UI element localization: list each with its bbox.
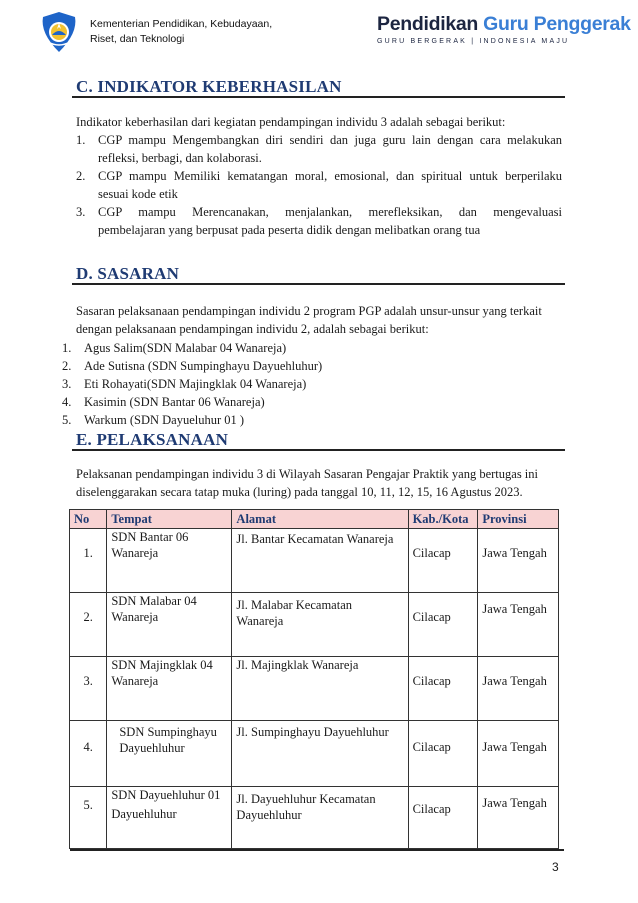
section-d-rule — [72, 283, 565, 285]
cell-kab: Cilacap — [408, 529, 478, 593]
list-number: 5. — [62, 413, 72, 427]
list-item — [76, 203, 562, 239]
tempat-line-2: Dayuehluhur — [111, 807, 177, 821]
brand-part-2: Guru Penggerak — [483, 13, 631, 35]
cell-tempat — [107, 721, 232, 787]
section-c-rule — [72, 96, 565, 98]
ministry-line-1: Kementerian Pendidikan, Kebudayaan, — [90, 18, 273, 30]
cell-tempat — [107, 657, 232, 721]
list-text: Eti Rohayati(SDN Majingklak 04 Wanareja) — [84, 377, 307, 391]
header-tempat: Tempat — [107, 510, 232, 529]
header-provinsi: Provinsi — [478, 510, 559, 529]
table-row — [70, 721, 559, 787]
tempat-line-1: SDN Bantar 06 — [111, 530, 189, 544]
cell-alamat — [232, 787, 408, 849]
program-brand — [377, 13, 631, 45]
list-number: 3. — [62, 377, 72, 391]
brand-part-1: Pendidikan — [377, 13, 484, 35]
alamat-line-1: Jl. Sumpinghayu Dayuehluhur — [236, 725, 389, 739]
list-item — [62, 357, 542, 375]
cell-prov: Jawa Tengah — [478, 529, 559, 593]
list-item — [62, 339, 542, 357]
cell-prov: Jawa Tengah — [478, 787, 559, 849]
list-text: CGP mampu Mengembangkan diri sendiri dan juga guru lain dengan cara melakukan — [98, 133, 562, 147]
section-c-intro: Indikator keberhasilan dari kegiatan pendampingan individu 3 adalah sebagai berikut: — [76, 115, 506, 129]
list-number: 1. — [76, 133, 86, 147]
section-d-intro — [76, 302, 562, 338]
list-text: CGP mampu Memiliki kematangan moral, emosional, dan spiritual untuk berperilaku — [98, 169, 562, 183]
tut-wuri-handayani-logo — [38, 11, 80, 53]
cell-prov: Jawa Tengah — [478, 593, 559, 657]
tempat-line-2: Wanareja — [111, 546, 159, 560]
list-number: 4. — [62, 395, 72, 409]
section-e-rule — [72, 449, 565, 451]
list-item — [76, 167, 562, 203]
alamat-line-1: Jl. Dayuehluhur Kecamatan — [236, 792, 376, 806]
section-d-list — [62, 339, 542, 429]
cell-no: 4. — [70, 721, 107, 787]
list-text: Ade Sutisna (SDN Sumpinghayu Dayuehluhur) — [84, 359, 323, 373]
tempat-line-2: Wanareja — [111, 674, 159, 688]
schedule-table — [69, 509, 559, 849]
table-row — [70, 787, 559, 849]
footer-rule — [70, 849, 564, 851]
cell-no: 2. — [70, 593, 107, 657]
list-item — [62, 393, 542, 411]
cell-tempat — [107, 529, 232, 593]
cell-prov: Jawa Tengah — [478, 721, 559, 787]
cell-no: 3. — [70, 657, 107, 721]
section-d-title: D. SASARAN — [76, 264, 180, 283]
tempat-line-2: Dayuehluhur — [119, 741, 185, 755]
cell-tempat — [107, 593, 232, 657]
ministry-name — [90, 17, 290, 47]
intro-line-1: Sasaran pelaksanaan pendampingan individu 2 program PGP adalah unsur-unsur yang terkait — [76, 304, 542, 318]
list-item — [76, 131, 562, 167]
tempat-line-1: SDN Majingklak 04 — [111, 658, 213, 672]
alamat-line-1: Jl. Malabar Kecamatan — [236, 598, 352, 612]
tempat-line-1: SDN Malabar 04 — [111, 594, 197, 608]
cell-kab: Cilacap — [408, 787, 478, 849]
cell-kab: Cilacap — [408, 657, 478, 721]
ministry-line-2: Riset, dan Teknologi — [90, 33, 185, 45]
cell-no: 5. — [70, 787, 107, 849]
list-text: refleksi, berbagi, dan kolaborasi. — [98, 151, 262, 165]
cell-kab: Cilacap — [408, 721, 478, 787]
cell-alamat — [232, 657, 408, 721]
list-text: CGP mampu Merencanakan, menjalankan, merefleksikan, dan mengevaluasi — [98, 205, 562, 219]
cell-no: 1. — [70, 529, 107, 593]
list-number: 2. — [76, 169, 86, 183]
intro-line-1: Pelaksanan pendampingan individu 3 di Wilayah Sasaran Pengajar Praktik yang bertugas ini — [76, 467, 539, 481]
tempat-line-1: SDN Sumpinghayu — [119, 725, 217, 739]
alamat-line-2: Dayuehluhur — [236, 808, 302, 822]
table-row — [70, 529, 559, 593]
cell-prov: Jawa Tengah — [478, 657, 559, 721]
list-number: 3. — [76, 205, 86, 219]
brand-tagline: GURU BERGERAK | INDONESIA MAJU — [377, 38, 570, 45]
list-number: 1. — [62, 341, 72, 355]
tempat-line-1: SDN Dayuehluhur 01 — [111, 788, 221, 802]
table-header-row — [70, 510, 559, 529]
section-e-intro — [76, 465, 562, 501]
list-item — [62, 375, 542, 393]
cell-alamat — [232, 593, 408, 657]
list-text: Warkum (SDN Dayueluhur 01 ) — [84, 413, 245, 427]
tempat-line-2: Wanareja — [111, 610, 159, 624]
list-text: sesuai kode etik — [98, 187, 178, 201]
header-alamat: Alamat — [232, 510, 408, 529]
alamat-line-2: Wanareja — [236, 614, 284, 628]
table-row — [70, 593, 559, 657]
alamat-line-1: Jl. Bantar Kecamatan Wanareja — [236, 532, 394, 546]
intro-line-2: dengan pelaksanaan pendampingan individu 2, adalah sebagai berikut: — [76, 322, 429, 336]
cell-kab: Cilacap — [408, 593, 478, 657]
list-text: pembelajaran yang berpusat pada peserta didik dengan melibatkan orang tua — [98, 223, 481, 237]
cell-alamat — [232, 529, 408, 593]
section-c-title: C. INDIKATOR KEBERHASILAN — [76, 77, 342, 96]
header-no: No — [70, 510, 107, 529]
header-kab-kota: Kab./Kota — [408, 510, 478, 529]
cell-tempat — [107, 787, 232, 849]
page-header — [0, 0, 638, 70]
list-text: Kasimin (SDN Bantar 06 Wanareja) — [84, 395, 265, 409]
list-number: 2. — [62, 359, 72, 373]
cell-alamat — [232, 721, 408, 787]
section-e-title: E. PELAKSANAAN — [76, 430, 229, 449]
alamat-line-1: Jl. Majingklak Wanareja — [236, 658, 359, 672]
list-item — [62, 411, 542, 429]
section-c-list — [76, 131, 562, 239]
table-row — [70, 657, 559, 721]
brand-title — [377, 13, 631, 36]
list-text: Agus Salim(SDN Malabar 04 Wanareja) — [84, 341, 287, 355]
intro-line-2: diselenggarakan secara tatap muka (luring) pada tanggal 10, 11, 12, 15, 16 Agustus 2023. — [76, 485, 523, 499]
page-number: 3 — [552, 860, 559, 874]
